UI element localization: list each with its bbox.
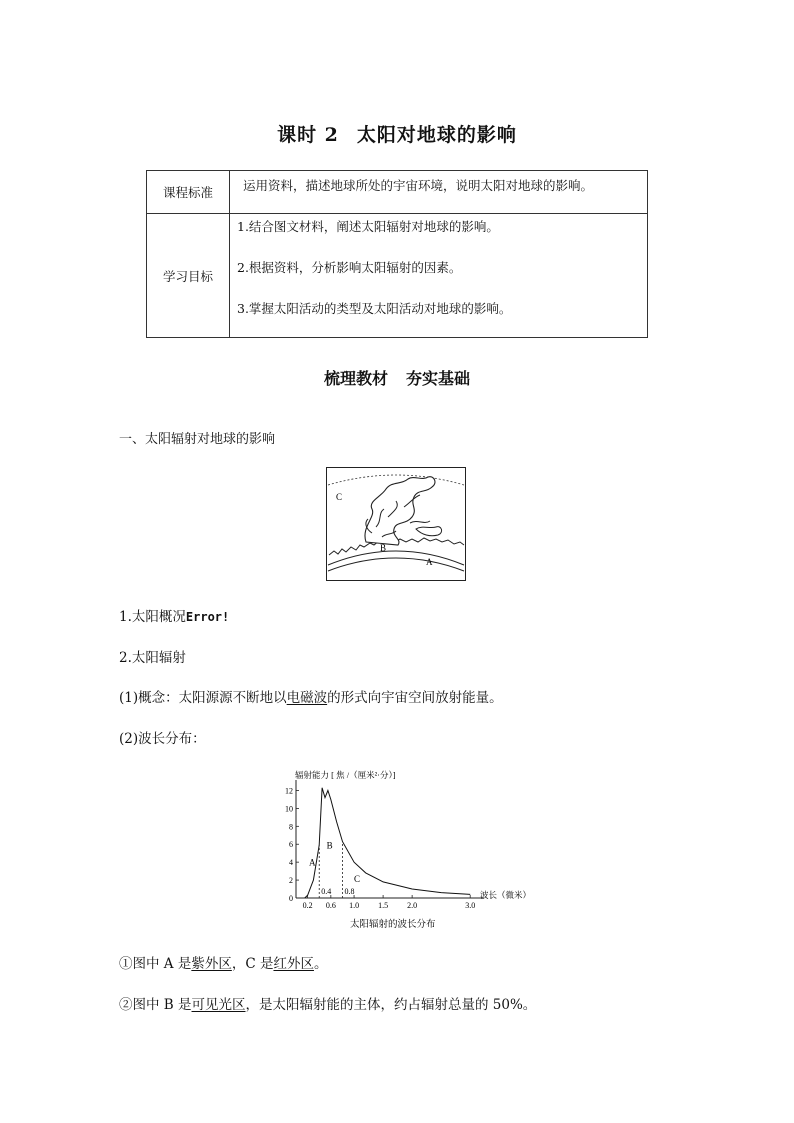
sun-overview-error: Error! xyxy=(185,610,230,624)
x-tick-label: 0.6 xyxy=(325,901,336,910)
bullet-2-suffix: ，是太阳辐射能的主体，约占辐射总量的 50%。 xyxy=(245,997,537,1013)
page-title xyxy=(0,120,794,147)
bullet-2-answer-visible: 可见光区 xyxy=(191,997,246,1013)
chart-ylabel: 辐射能力 [ 焦 /（厘米²·分）] xyxy=(295,770,396,780)
x-tick-label: 1.0 xyxy=(349,901,360,910)
concept-prefix: (1)概念：太阳源源不断地以 xyxy=(119,690,287,706)
section-heading-left: 梳理教材 xyxy=(323,369,388,388)
bullet-1-answer-uv: 紫外区 xyxy=(191,956,232,972)
y-tick-label: 10 xyxy=(285,804,293,814)
chart-regions xyxy=(309,841,360,898)
y-tick-label: 4 xyxy=(289,858,293,868)
boundary-label: 0.4 xyxy=(321,887,332,896)
sun-layers-figure xyxy=(326,467,466,581)
x-tick-label: 3.0 xyxy=(465,901,476,910)
region-label: C xyxy=(353,873,360,884)
boundary-label: 0.8 xyxy=(344,887,355,896)
learning-goals-label: 学习目标 xyxy=(147,214,230,338)
label-c: C xyxy=(336,492,343,502)
wavelength-chart xyxy=(280,765,532,930)
bullet-2 xyxy=(119,993,536,1013)
sun-overview-text: 1.太阳概况 xyxy=(119,609,186,625)
solar-radiation-heading: 2.太阳辐射 xyxy=(119,650,186,666)
chart-axes xyxy=(296,780,484,898)
lesson-number: 课时 2 xyxy=(277,124,339,146)
bullet-1 xyxy=(119,952,327,972)
y-tick-label: 12 xyxy=(285,786,293,796)
concept-suffix: 的形式向宇宙空间放射能量。 xyxy=(327,690,503,706)
concept-answer: 电磁波 xyxy=(286,690,328,706)
bullet-2-prefix: ②图中 B 是 xyxy=(119,997,192,1013)
chart-ticks xyxy=(285,786,475,910)
learning-goal-item: 1.结合图文材料，阐述太阳辐射对地球的影响。 xyxy=(237,219,499,234)
label-b: B xyxy=(380,543,387,553)
bullet-1-answer-ir: 红外区 xyxy=(273,956,314,972)
x-tick-label: 1.5 xyxy=(378,901,389,910)
y-tick-label: 6 xyxy=(289,840,293,850)
concept-paragraph xyxy=(119,686,503,706)
region-label: B xyxy=(326,840,333,851)
bullet-1-mid: ，C 是 xyxy=(231,956,274,972)
bullet-1-prefix: ①图中 A 是 xyxy=(119,956,192,972)
learning-goal-item: 2.根据资料，分析影响太阳辐射的因素。 xyxy=(237,260,462,275)
x-tick-label: 0.2 xyxy=(302,901,313,910)
region-label: A xyxy=(309,857,316,868)
curriculum-standard-label: 课程标准 xyxy=(147,171,230,214)
section-heading xyxy=(0,366,794,389)
y-tick-label: 2 xyxy=(289,876,293,886)
learning-goal-item: 3.掌握太阳活动的类型及太阳活动对地球的影响。 xyxy=(237,301,512,316)
y-tick-label: 8 xyxy=(289,822,293,832)
wavelength-heading: (2)波长分布： xyxy=(119,731,206,747)
section-heading-right: 夯实基础 xyxy=(406,369,471,388)
chart-title: 太阳辐射的波长分布 xyxy=(350,920,436,930)
sun-overview-item xyxy=(119,605,229,625)
curriculum-standard-text: 运用资料，描述地球所处的宇宙环境，说明太阳对地球的影响。 xyxy=(243,178,594,193)
subsection-heading: 一、太阳辐射对地球的影响 xyxy=(119,432,276,447)
goals-table xyxy=(146,170,648,338)
x-tick-label: 2.0 xyxy=(407,901,418,910)
bullet-1-suffix: 。 xyxy=(313,956,328,972)
lesson-title: 太阳对地球的影响 xyxy=(356,124,517,146)
label-a: A xyxy=(426,557,433,567)
chart-xlabel: 波长（微米） xyxy=(480,890,532,900)
y-tick-label: 0 xyxy=(289,894,293,903)
